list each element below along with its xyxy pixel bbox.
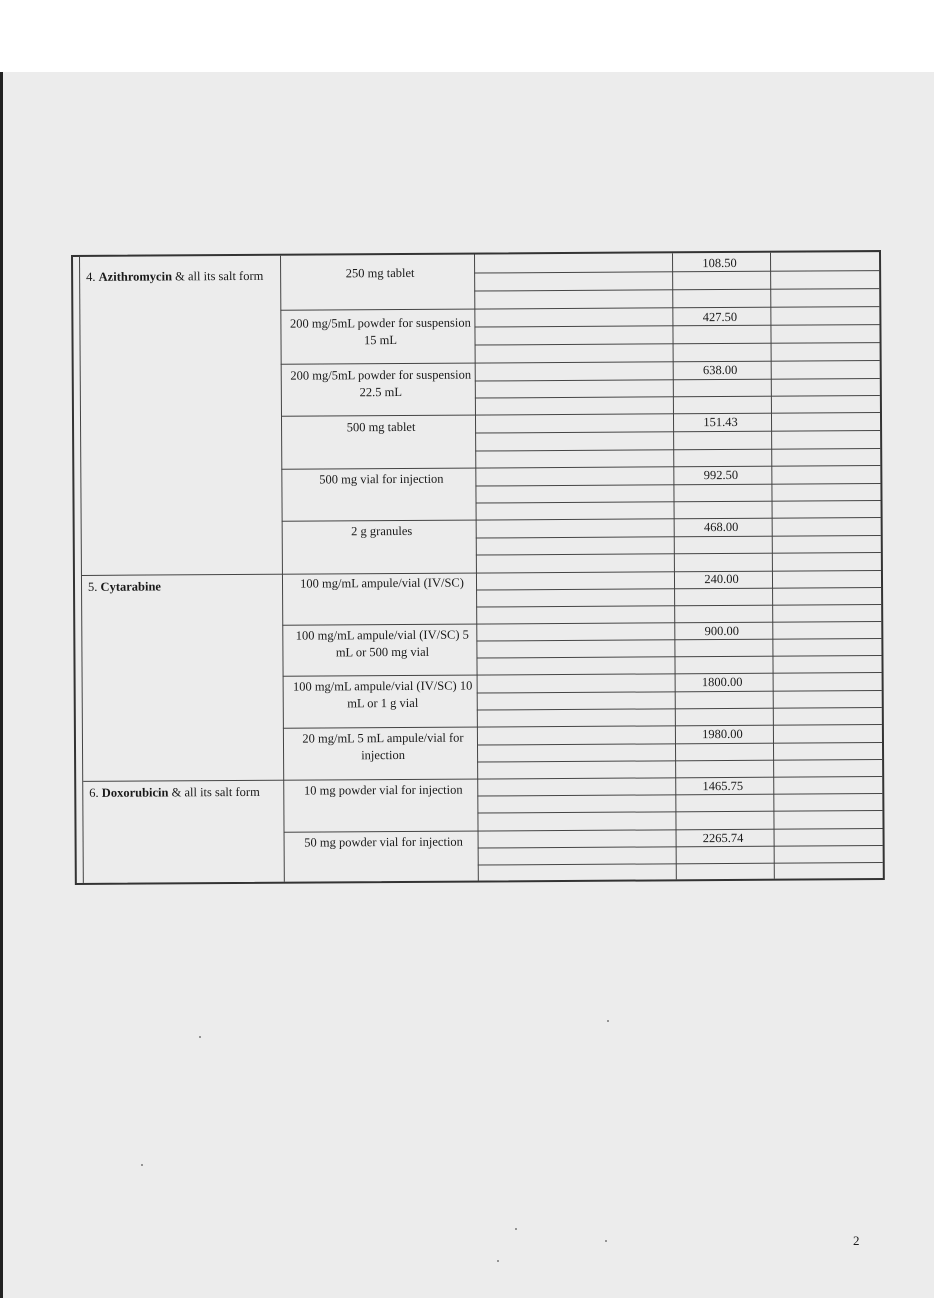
table-body: [79, 252, 883, 883]
price-table: [71, 250, 885, 885]
col-rule-last: [770, 253, 775, 879]
drug-name: Cytarabine: [100, 579, 161, 594]
dosage-form: 200 mg/5mL powder for suspension 22.5 mL: [290, 367, 472, 400]
dosage-form: 100 mg/mL ampule/vial (IV/SC) 10 mL or 1 g vial: [292, 678, 473, 711]
dosage-form: 100 mg/mL ampule/vial (IV/SC): [300, 575, 464, 591]
scan-speck: [515, 1228, 517, 1230]
dosage-form: 100 mg/mL ampule/vial (IV/SC) 5 mL or 500 mg vial: [295, 627, 469, 660]
sub-rule: [475, 448, 880, 451]
sub-rule: [476, 604, 881, 607]
drug-cell-cytarabine: [88, 578, 283, 596]
price-value: 151.43: [703, 414, 738, 430]
scanned-page: [0, 72, 934, 1298]
sub-rule: [477, 810, 882, 813]
price-value: 240.00: [704, 571, 739, 587]
sub-rule: [477, 707, 882, 710]
price-value: 1465.75: [702, 778, 744, 794]
drug-name: Doxorubicin: [101, 785, 169, 800]
drug-cell-azithromycin: [86, 268, 281, 286]
dosage-form: 2 g granules: [351, 523, 413, 539]
form-rule: [283, 724, 882, 729]
drug-number: 4.: [86, 269, 96, 284]
scan-speck: [497, 1260, 499, 1262]
dosage-form: 10 mg powder vial for injection: [303, 782, 463, 798]
sub-rule: [476, 655, 881, 658]
drug-suffix: & all its salt form: [171, 784, 260, 800]
drug-number: 5.: [87, 579, 98, 594]
scan-speck: [605, 1240, 607, 1242]
price-value: 638.00: [702, 362, 738, 378]
form-rule: [281, 360, 880, 365]
sub-rule: [474, 288, 879, 291]
scan-speck: [607, 1020, 609, 1022]
price-value: 2265.74: [702, 830, 744, 846]
price-value: 1980.00: [702, 726, 743, 742]
form-rule: [282, 621, 881, 626]
dosage-form: 500 mg vial for injection: [319, 471, 444, 487]
price-value: 992.50: [703, 467, 739, 483]
form-rule: [282, 517, 881, 522]
dosage-form: 500 mg tablet: [346, 419, 416, 435]
drug-suffix: & all its salt form: [175, 268, 264, 284]
sub-rule: [475, 342, 880, 345]
form-rule: [280, 306, 879, 311]
sub-rule: [475, 395, 880, 398]
sub-rule: [478, 862, 883, 865]
dosage-form: 20 mg/mL 5 mL ampule/vial for injection: [302, 730, 464, 763]
price-value: 1800.00: [701, 674, 743, 690]
form-rule: [283, 672, 882, 677]
price-value: 468.00: [703, 519, 739, 535]
drug-name: Azithromycin: [98, 269, 173, 284]
sub-rule: [476, 500, 881, 503]
form-rule: [284, 828, 883, 833]
drug-cell-doxorubicin: [89, 784, 284, 802]
sub-rule: [476, 552, 881, 555]
dosage-form: 50 mg powder vial for injection: [304, 834, 463, 850]
page-number: 2: [853, 1233, 860, 1248]
sub-rule: [477, 759, 882, 762]
dosage-form: 250 mg tablet: [345, 265, 415, 281]
form-rule: [281, 412, 880, 417]
scan-speck: [141, 1164, 143, 1166]
price-value: 427.50: [702, 309, 738, 325]
form-rule: [281, 465, 880, 470]
drug-number: 6.: [89, 785, 99, 800]
scan-speck: [199, 1036, 201, 1038]
price-value: 900.00: [704, 623, 740, 639]
price-value: 108.50: [702, 255, 737, 271]
dosage-form: 200 mg/5mL powder for suspension 15 mL: [289, 315, 471, 348]
